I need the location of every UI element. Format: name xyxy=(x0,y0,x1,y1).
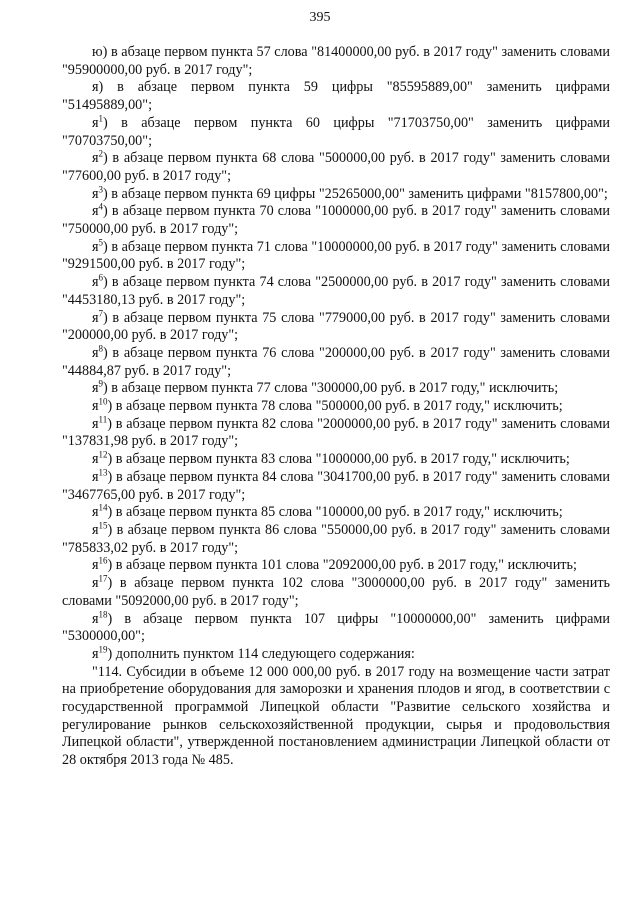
item-text: ) в абзаце первом пункта 77 слова "300000,00 руб. в 2017 году," исключить; xyxy=(103,380,559,397)
item-text: ) в абзаце первом пункта 74 слова "2500000,00 руб. в 2017 году" заменить словами "4453180,13 руб. в 2017 году"; xyxy=(62,274,610,308)
item-text: ) в абзаце первом пункта 69 цифры "25265000,00" заменить цифрами "8157800,00"; xyxy=(103,185,608,202)
item-text: ) в абзаце первом пункта 70 слова "1000000,00 руб. в 2017 году" заменить словами "750000,00 руб. в 2017 году"; xyxy=(62,203,610,238)
item-marker: я xyxy=(92,114,99,131)
amendment-item xyxy=(62,307,610,345)
item-superscript: 10 xyxy=(98,396,108,407)
amendment-item xyxy=(62,203,610,238)
item-text: ) в абзаце первом пункта 60 цифры "71703750,00" заменить цифрами "70703750,00"; xyxy=(62,114,610,149)
item-marker: я xyxy=(92,521,99,538)
amendment-item xyxy=(62,44,610,79)
item-superscript: 18 xyxy=(98,608,108,619)
amendment-item xyxy=(62,469,610,504)
item-text: ) в абзаце первом пункта 57 слова "81400000,00 руб. в 2017 году" заменить словами "95900000,00 руб. в 2017 году"; xyxy=(62,44,610,78)
amendment-item xyxy=(62,522,610,557)
item-marker: я xyxy=(92,575,99,592)
item-marker: я xyxy=(92,645,99,662)
item-marker: я xyxy=(92,150,99,167)
item-marker: я xyxy=(92,557,99,574)
amendment-item xyxy=(62,646,610,664)
item-superscript: 6 xyxy=(98,272,104,283)
item-marker: я xyxy=(92,203,99,220)
amendment-item xyxy=(62,557,610,575)
item-text: ) в абзаце первом пункта 76 слова "200000,00 руб. в 2017 году" заменить словами "44884,87 руб. в 2017 году"; xyxy=(62,344,610,379)
item-superscript: 11 xyxy=(98,414,108,425)
item-superscript: 12 xyxy=(98,449,108,460)
amendment-item xyxy=(62,115,610,150)
item-marker: я xyxy=(92,451,99,468)
item-marker: я xyxy=(92,610,99,627)
item-superscript: 19 xyxy=(98,644,108,655)
item-text: ) в абзаце первом пункта 82 слова "2000000,00 руб. в 2017 году" заменить словами "137831,98 руб. в 2017 году"; xyxy=(62,415,610,450)
item-superscript: 8 xyxy=(98,343,104,354)
item-marker: я xyxy=(92,504,99,521)
item-text: ) в абзаце первом пункта 75 слова "779000,00 руб. в 2017 году" заменить словами "200000,00 руб. в 2017 году"; xyxy=(62,309,610,344)
item-text: ) в абзаце первом пункта 107 цифры "10000000,00" заменить цифрами "5300000,00"; xyxy=(62,610,610,645)
item-superscript: 3 xyxy=(98,183,104,194)
item-text: ) в абзаце первом пункта 85 слова "100000,00 руб. в 2017 году," исключить; xyxy=(107,504,563,521)
item-text: ) в абзаце первом пункта 102 слова "3000000,00 руб. в 2017 году" заменить словами "5092000,00 руб. в 2017 году"; xyxy=(62,575,610,609)
item-superscript: 4 xyxy=(98,201,104,212)
amendment-item xyxy=(62,183,610,204)
item-marker: я xyxy=(92,309,99,326)
amendment-item xyxy=(62,150,610,185)
item-superscript: 5 xyxy=(98,237,104,247)
document-body xyxy=(62,44,610,770)
amendment-item xyxy=(62,608,610,646)
amendment-item xyxy=(62,274,610,309)
item-marker: я xyxy=(92,380,99,397)
amendment-item xyxy=(62,380,610,398)
item-marker: я xyxy=(92,398,99,415)
amendment-item xyxy=(62,575,610,610)
item-marker: я xyxy=(92,468,99,485)
item-marker: я xyxy=(92,274,99,291)
amendment-list xyxy=(62,44,610,664)
item-marker: я xyxy=(92,185,99,202)
item-superscript: 9 xyxy=(98,378,104,389)
item-text: ) в абзаце первом пункта 68 слова "500000,00 руб. в 2017 году" заменить словами "77600,00 руб. в 2017 году"; xyxy=(62,150,610,184)
item-superscript: 13 xyxy=(98,467,108,478)
item-text: ) в абзаце первом пункта 101 слова "2092000,00 руб. в 2017 году," исключить; xyxy=(107,557,577,574)
item-text: ) в абзаце первом пункта 83 слова "1000000,00 руб. в 2017 году," исключить; xyxy=(107,451,570,468)
item-superscript: 16 xyxy=(98,555,108,566)
item-superscript: 14 xyxy=(98,502,108,513)
item-marker: я xyxy=(92,238,99,255)
item-superscript: 7 xyxy=(98,307,104,318)
item-text: ) в абзаце первом пункта 86 слова "550000,00 руб. в 2017 году" заменить словами "785833,02 руб. в 2017 году"; xyxy=(62,521,610,556)
item-marker: ю xyxy=(92,44,103,60)
page-number: 395 xyxy=(309,10,331,25)
item-marker: я xyxy=(92,79,99,96)
item-marker: я xyxy=(92,415,99,432)
amendment-item xyxy=(62,345,610,380)
amendment-item xyxy=(62,416,610,451)
item-text: ) в абзаце первом пункта 78 слова "500000,00 руб. в 2017 году," исключить; xyxy=(107,398,563,415)
amendment-item xyxy=(62,398,610,416)
item-text: ) дополнить пунктом 114 следующего содержания: xyxy=(107,645,415,662)
item-text: ) в абзаце первом пункта 59 цифры "85595889,00" заменить цифрами "51495889,00"; xyxy=(62,79,610,114)
item-text: ) в абзаце первом пункта 84 слова "3041700,00 руб. в 2017 году" заменить словами "3467765,00 руб. в 2017 году"; xyxy=(62,468,610,503)
amendment-item xyxy=(62,451,610,469)
item-text: ) в абзаце первом пункта 71 слова "10000000,00 руб. в 2017 году" заменить словами "9291500,00 руб. в 2017 году"; xyxy=(62,238,610,273)
amendment-item xyxy=(62,79,610,114)
amendment-item xyxy=(62,239,610,274)
item-superscript: 17 xyxy=(98,573,108,584)
amendment-item xyxy=(62,504,610,522)
item-superscript: 15 xyxy=(98,520,108,531)
quoted-paragraph: "114. Субсидии в объеме 12 000 000,00 руб. в 2017 году на возмещение части затрат на приобретение оборудования для заморозки и хранения плодов и ягод, в соответствии с государственной программой Липецкой области "Развитие сельского хозяйства и регулирование рынков сельскохозяйственной продукции, сырья и продовольствия Липецкой области", утвержденной постановлением администрации Липецкой области от 28 октября 2013 года № 485. xyxy=(62,663,610,769)
item-superscript: 2 xyxy=(98,148,104,159)
item-marker: я xyxy=(92,344,99,361)
item-superscript: 1 xyxy=(98,113,104,124)
